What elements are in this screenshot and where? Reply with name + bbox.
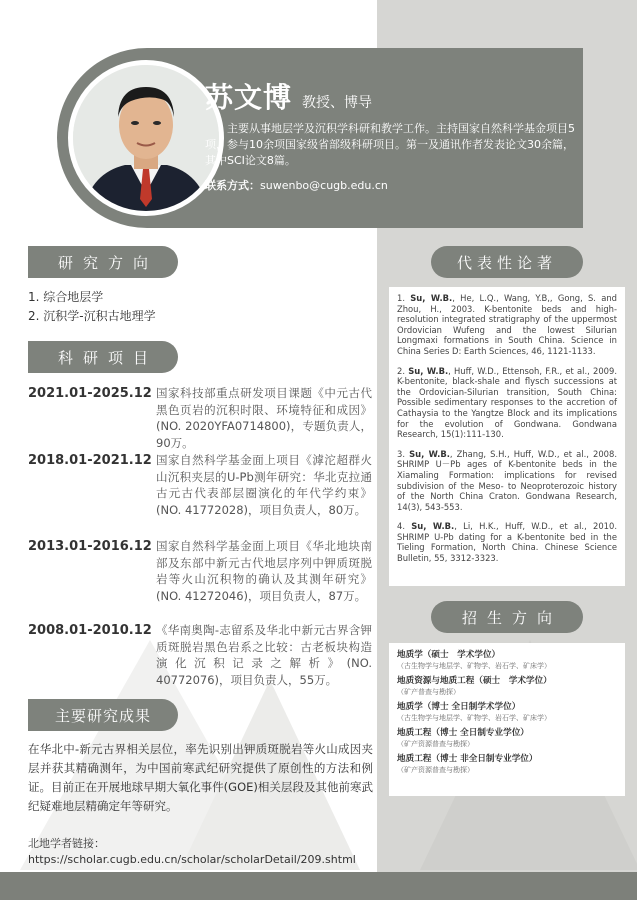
paper-author: Su, W.B.	[408, 365, 449, 376]
paper-author: Su, W.B.	[410, 293, 453, 303]
recruit-degree: 地质工程（博士 全日制专业学位）	[397, 728, 529, 738]
projects-heading: 科研项目	[28, 341, 178, 373]
project-text: 国家科技部重点研发项目课题《中元古代黑色页岩的沉积时限、环境特征和成因》(NO. 2020YFA0714800)，专题负责人，90万。	[156, 386, 372, 450]
paper-citation: , He, L.Q., Wang, Y.B,, Gong, S. and Zhou, H., 2003. K-bentonite beds and high-resolution integrated stratigraphy of the uppermost Ordovician Wufeng and the lowest Silurian Longmaxi formations in South China. Science in China Series D: Earth Sciences, 46, 1121-1133.	[397, 293, 617, 356]
recruit-fields: （古生物学与地层学、矿物学、岩石学、矿床学）	[397, 662, 551, 670]
paper-item	[397, 449, 617, 513]
results-text: 在华北中-新元古界相关层位，率先识别出钾质斑脱岩等火山成因夹层并获其精确测年，为中国前寒武纪研究提供了原创性的方法和例证。目前正在开展地球早期大氧化事件(GOE)相关层段及其他前寒武纪疑难地层精确定年等研究。	[28, 742, 373, 813]
recruit-item	[397, 675, 617, 697]
research-list	[28, 288, 156, 326]
paper-author: Su, W.B.	[409, 448, 450, 459]
project-text: 国家自然科学基金面上项目《华北地块南部及东部中新元古代地层序列中钾质斑脱岩等火山沉积物的确认及其测年研究》(NO. 41272046)，项目负责人，87万。	[156, 539, 372, 603]
project-item	[28, 385, 373, 451]
contact-label: 联系方式：	[205, 179, 260, 192]
paper-item	[397, 521, 617, 563]
paper-citation: , Huff, W.D., Ettensoh, F.R., et al., 2009. K-bentonite, black-shale and flysch successions at the Ordovician-Silurian transition, South China: Possible sedimentary responses to the accretion of Cathaysia to the Yangtze Block and its implications for the evolution of Gondwana. Gondwana Research, 15(1):111-130.	[397, 365, 617, 440]
paper-author: Su, W.B.	[411, 521, 455, 532]
name-row	[205, 76, 372, 116]
recruit-degree: 地质学（硕士 学术学位）	[397, 650, 501, 660]
papers-heading: 代表性论著	[431, 246, 583, 278]
paper-citation: , Zhang, S.H., Huff, W.D., et al., 2008. SHRIMP U－Pb ages of K-bentonite beds in the Xiamaling Formation: implications for revised subdivision of the Meso- to Neoproterozoic history of the North China Craton. Gondwana Research, 14(3), 543-553.	[397, 448, 617, 512]
recruit-degree: 地质工程（博士 非全日制专业学位）	[397, 754, 538, 764]
recruit-item	[397, 753, 617, 775]
scholar-url-link[interactable]: https://scholar.cugb.edu.cn/scholar/scholarDetail/209.shtml	[28, 853, 356, 866]
project-date: 2013.01-2016.12	[28, 539, 152, 554]
recruit-heading: 招生方向	[431, 601, 583, 633]
links-label: 北地学者链接：	[28, 837, 105, 850]
research-item: 1. 综合地层学	[28, 290, 104, 304]
portrait-image	[73, 65, 219, 211]
research-item: 2. 沉积学-沉积古地理学	[28, 309, 156, 323]
intro-text: 主要从事地层学及沉积学科研和教学工作。主持国家自然科学基金项目5项，参与10余项国家级省部级科研项目。第一及通讯作者发表论文30余篇，其中SCI论文8篇。	[205, 122, 575, 167]
person-title: 教授、博导	[302, 95, 373, 111]
recruit-fields: （古生物学与地层学、矿物学、岩石学、矿床学）	[397, 714, 551, 722]
footer-bar	[0, 872, 637, 900]
recruit-fields: （矿产普查与勘探）	[397, 688, 460, 696]
recruit-item	[397, 701, 617, 723]
recruit-item	[397, 727, 617, 749]
paper-number: 2.	[397, 365, 409, 376]
project-item	[28, 622, 373, 688]
paper-citation: , Li, H.K., Huff, W.D., et al., 2010. SHRIMP U-Pb dating for a K-bentonite bed in the Tieling Formation, North China. Chinese Science Bulletin, 55, 3312-3323.	[397, 521, 617, 564]
papers-list	[389, 287, 625, 586]
avatar	[68, 60, 224, 216]
recruit-list	[389, 643, 625, 796]
contact-email[interactable]: suwenbo@cugb.edu.cn	[260, 179, 388, 192]
recruit-degree: 地质学（博士 全日制学术学位）	[397, 702, 521, 712]
project-item	[28, 538, 373, 604]
results-heading: 主要研究成果	[28, 699, 178, 731]
recruit-item	[397, 649, 617, 671]
research-heading: 研究方向	[28, 246, 178, 278]
project-date: 2021.01-2025.12	[28, 386, 152, 401]
scholar-links	[28, 836, 356, 868]
project-item	[28, 452, 373, 518]
recruit-fields: （矿产资源普查与勘探）	[397, 766, 474, 774]
project-date: 2008.01-2010.12	[28, 623, 152, 638]
paper-number: 1.	[397, 293, 411, 303]
recruit-fields: （矿产资源普查与勘探）	[397, 740, 474, 748]
project-text: 《华南奥陶-志留系及华北中新元古界含钾质斑脱岩黑色岩系之比较：古老板块构造演化沉积记录之解析》(NO. 40772076)，项目负责人，55万。	[156, 623, 372, 687]
project-date: 2018.01-2021.12	[28, 453, 152, 468]
person-name: 苏文博	[205, 81, 293, 114]
paper-item	[397, 293, 617, 357]
contact-line	[205, 177, 388, 193]
paper-number: 3.	[397, 448, 410, 459]
project-text: 国家自然科学基金面上项目《滹沱超群火山沉积夹层的U-Pb测年研究：华北克拉通古元古代表部层圈演化的年代学约束》(NO. 41772028)，项目负责人，80万。	[156, 453, 372, 517]
paper-item	[397, 366, 617, 440]
paper-number: 4.	[397, 521, 412, 532]
recruit-degree: 地质资源与地质工程（硕士 学术学位）	[397, 676, 552, 686]
